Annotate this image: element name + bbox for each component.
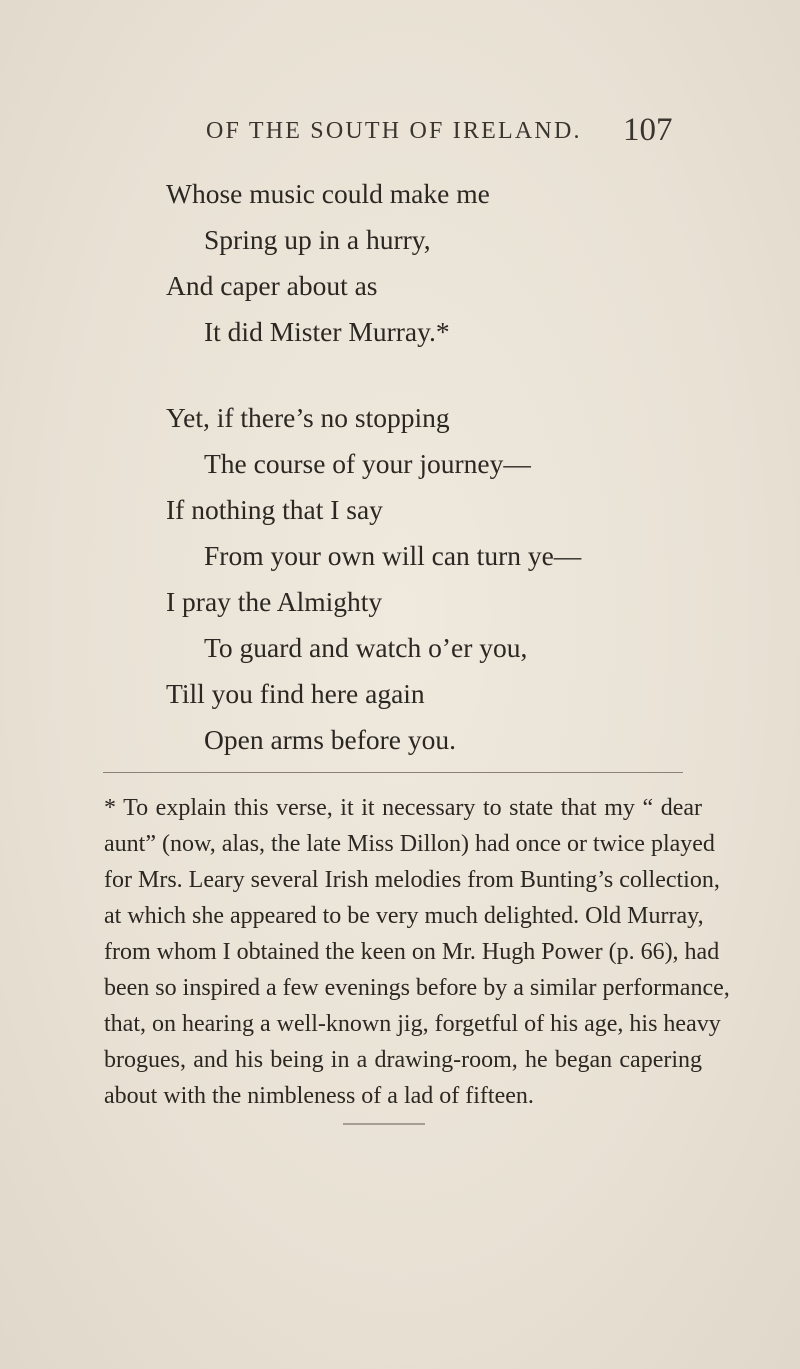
- verse-line: Open arms before you.: [204, 724, 456, 755]
- verse-line: From your own will can turn ye—: [204, 540, 582, 571]
- footnote-line: been so inspired a few evenings before by a similar performance,: [104, 975, 730, 1001]
- footnote-line: at which she appeared to be very much delighted. Old Murray,: [104, 903, 704, 929]
- running-head: OF THE SOUTH OF IRELAND.: [206, 118, 582, 144]
- footnote-line: for Mrs. Leary several Irish melodies from Bunting’s collection,: [104, 867, 720, 893]
- verse-line: Whose music could make me: [166, 178, 490, 209]
- footnote: [104, 790, 730, 1114]
- footnote-line: aunt” (now, alas, the late Miss Dillon) had once or twice played: [104, 831, 715, 857]
- verse-line: Till you find here again: [166, 678, 425, 709]
- footnote-line: from whom I obtained the keen on Mr. Hugh Power (p. 66), had: [104, 939, 720, 965]
- verse-line: Yet, if there’s no stopping: [166, 402, 450, 433]
- verse-line: It did Mister Murray.*: [204, 316, 450, 347]
- footnote-line: about with the nimbleness of a lad of fifteen.: [104, 1083, 534, 1109]
- tail-rule: [343, 1123, 425, 1125]
- footnote-line: * To explain this verse, it it necessary to state that my “ dear: [104, 795, 702, 821]
- page-number: 107: [623, 112, 673, 148]
- verse-line: I pray the Almighty: [166, 586, 383, 617]
- verse-line: If nothing that I say: [166, 494, 383, 525]
- verse-line: The course of your journey—: [204, 448, 531, 479]
- verse-line: To guard and watch o’er you,: [204, 632, 528, 663]
- footnote-line: brogues, and his being in a drawing-room, he began capering: [104, 1047, 702, 1073]
- verse-line: And caper about as: [166, 270, 378, 301]
- footnote-rule: [103, 772, 683, 773]
- footnote-line: that, on hearing a well-known jig, forgetful of his age, his heavy: [104, 1011, 721, 1037]
- verse-line: Spring up in a hurry,: [204, 224, 431, 255]
